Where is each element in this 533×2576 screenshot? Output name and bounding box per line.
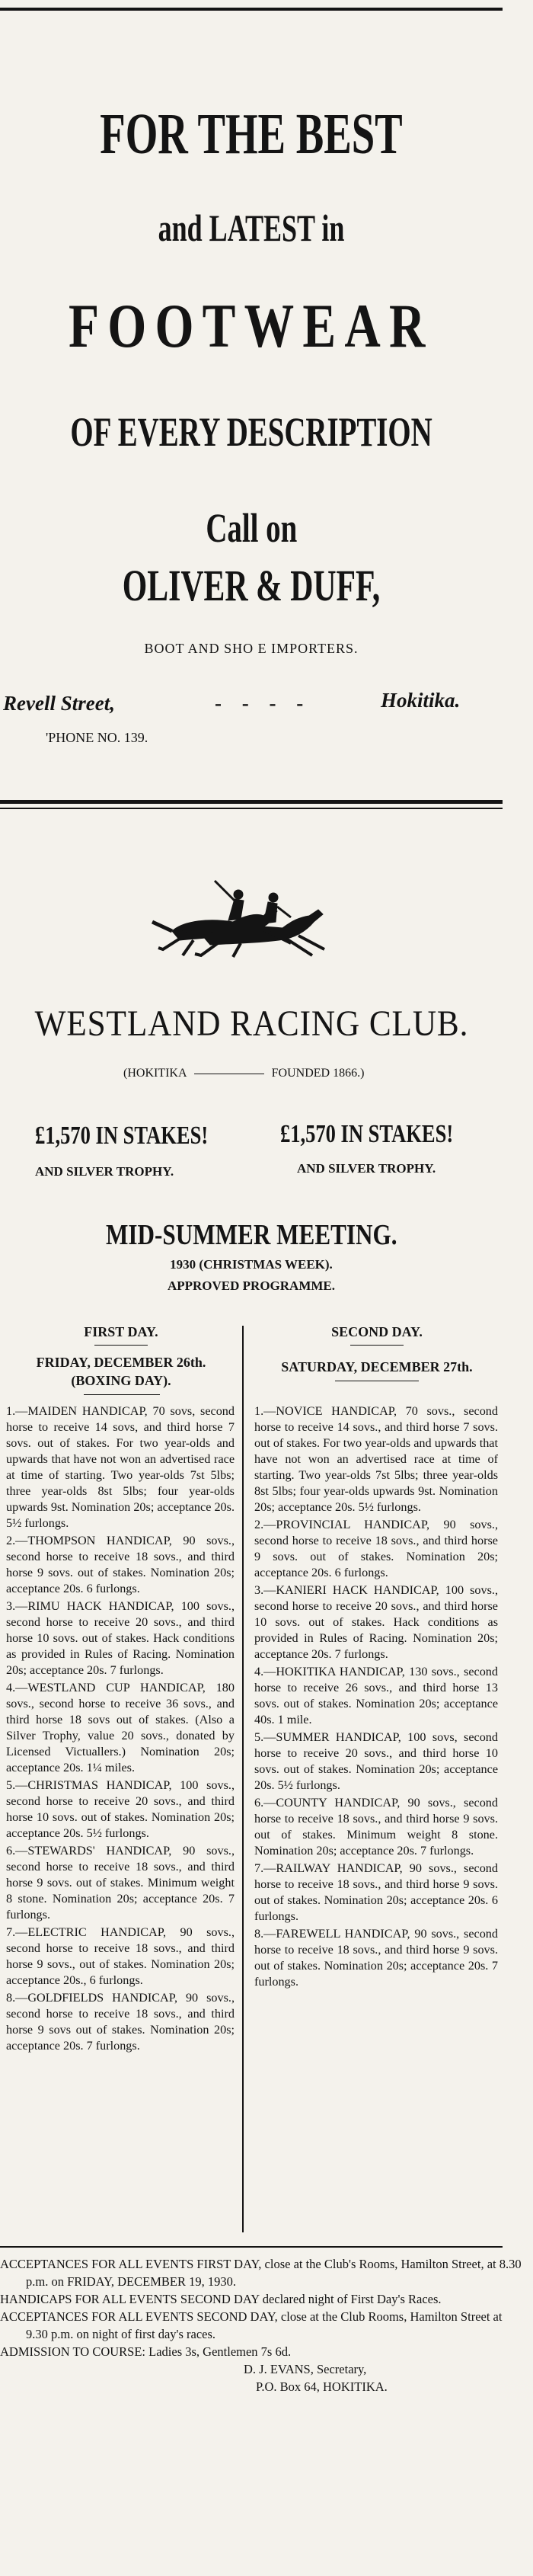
day1-title-rule (94, 1345, 148, 1346)
day2-race-6: 6.—COUNTY HANDICAP, 90 sovs., second horse to receive 18 sovs., and third horse 9 sovs. out of stakes. Minimum weight 8 stone. Nomination 20s; acceptance 20s. 7 furlongs. (254, 1796, 498, 1858)
day1-race-5: 5.—CHRISTMAS HANDICAP, 100 sovs., second horse to receive 20 sovs., and third horse 10 sovs. out of stakes. Nomination 20s; acceptance 20s. 5½ furlongs. (6, 1778, 235, 1840)
ad-street: Revell Street, (3, 692, 115, 715)
club-name (0, 1004, 503, 1044)
club-subtitle-left: (HOKITIKA (123, 1067, 187, 1080)
ad-line-importers-wrap (0, 640, 503, 657)
day1-races (6, 1403, 235, 2056)
stakes-left: £1,570 IN STAKES! (35, 1122, 209, 1150)
ad-line-callon: Call on (206, 505, 297, 551)
ad-line-latest: and LATEST in (158, 206, 345, 249)
day2-race-4: 4.—HOKITIKA HANDICAP, 130 sovs., second horse to receive 26 sovs., and third horse 13 sovs. out of stakes. Nomination 20s; acceptance 40s. 1 mile. (254, 1665, 498, 1726)
top-rule (0, 8, 503, 11)
silver-right: AND SILVER TROPHY. (297, 1161, 436, 1176)
notice-admission: ADMISSION TO COURSE: Ladies 3s, Gentlemen 7s 6d. (0, 2344, 292, 2359)
ad-line-latest-wrap (0, 207, 503, 248)
day1-race-4: 4.—WESTLAND CUP HANDICAP, 180 sovs., second horse to receive 36 sovs., and third horse 18 sovs out of stakes. (Also a Silver Trophy, value 20 sovs., donated by Licensed Victuallers.) Nomination 20s; acceptance 20s. 1¼ miles. (6, 1681, 235, 1774)
ad-phone: 'PHONE NO. 139. (46, 730, 148, 745)
ad-line-description: OF EVERY DESCRIPTION (70, 409, 432, 455)
day2-race-7: 7.—RAILWAY HANDICAP, 90 sovs., second horse to receive 18 sovs., and third horse 9 sovs. out of stakes. Nomination 20s; acceptance 20s. 6 furlongs. (254, 1861, 498, 1923)
meeting-title-text: MID-SUMMER MEETING. (105, 1219, 397, 1251)
notice-acceptances-first: ACCEPTANCES FOR ALL EVENTS FIRST DAY, close at the Club's Rooms, Hamilton Street, at 8.30 p.m. on FRIDAY, DECEMBER 19, 1930. (0, 2257, 522, 2289)
day2-races (254, 1403, 498, 1992)
day2-title-rule (350, 1345, 404, 1346)
ad-headline (0, 104, 503, 165)
ad-line-footwear: FOOTWEAR (69, 291, 434, 360)
meeting-week: 1930 (CHRISTMAS WEEK). (170, 1257, 333, 1272)
stakes-right: £1,570 IN STAKES! (280, 1120, 454, 1148)
notice-acceptances-second: ACCEPTANCES FOR ALL EVENTS SECOND DAY, close at the Club Rooms, Hamilton Street at 9.30 p.m. on night of first day's races. (0, 2309, 503, 2341)
section-rule-thick (0, 800, 503, 804)
column-divider (242, 1326, 244, 2232)
footer-rule (0, 2246, 503, 2248)
day2-race-5: 5.—SUMMER HANDICAP, 100 sovs, second horse to receive 20 sovs., and third horse 10 sovs. out of stakes. Nomination 20s; acceptance 20s. 5½ furlongs. (254, 1730, 498, 1792)
ad-line-importers: BOOT AND SHO E IMPORTERS. (144, 641, 359, 656)
day2-race-2: 2.—PROVINCIAL HANDICAP, 90 sovs., second horse to receive 18 sovs., and third horse 9 sovs. out of stakes. Nomination 20s; acceptance 20s. 6 furlongs. (254, 1518, 498, 1579)
club-subtitle (123, 1067, 364, 1080)
racehorse-illustration (149, 876, 332, 960)
day1-race-6: 6.—STEWARDS' HANDICAP, 90 sovs., second horse to receive 18 sovs., and third horse 9 sovs. out of stakes. Minimum weight 8 stone. Nomination 20s; acceptance 20s. 7 furlongs. (6, 1844, 235, 1922)
ad-town: Hokitika. (381, 689, 461, 712)
day1-race-2: 2.—THOMPSON HANDICAP, 90 sovs., second horse to receive 18 sovs., and third horse 9 sovs. out of stakes. Nomination 20s; acceptance 20s. 6 furlongs. (6, 1534, 235, 1595)
day1-title: FIRST DAY. (84, 1324, 158, 1339)
footer-notices (0, 2255, 525, 2395)
day1-race-7: 7.—ELECTRIC HANDICAP, 90 sovs., second horse to receive 18 sovs., and third horse 9 sovs., out of stakes. Nomination 20s; acceptance 20s., 6 furlongs. (6, 1925, 235, 1987)
ad-dots: - - - - (215, 692, 311, 715)
day1-race-8: 8.—GOLDFIELDS HANDICAP, 90 sovs., second horse to receive 18 sovs., and third horse 9 sovs out of stakes. Nomination 20s; acceptance 20s. 7 furlongs. (6, 1991, 235, 2053)
day1-race-3: 3.—RIMU HACK HANDICAP, 100 sovs., second horse to receive 20 sovs., and third horse 10 sovs. out of stakes. Hack conditions as provided in Rules of Racing. Nomination 20s; acceptance 20s. 7 furlongs. (6, 1599, 235, 1677)
day2-race-8: 8.—FAREWELL HANDICAP, 90 sovs., second horse to receive 18 sovs., and third horse 9 sovs. out of stakes. Nomination 20s; acceptance 20s. 7 furlongs. (254, 1927, 498, 1989)
club-name-text: WESTLAND RACING CLUB. (34, 1003, 468, 1044)
notice-handicaps-second: HANDICAPS FOR ALL EVENTS SECOND DAY declared night of First Day's Races. (0, 2292, 442, 2306)
day1-date: FRIDAY, DECEMBER 26th. (36, 1355, 206, 1370)
day1-rule (84, 1394, 160, 1395)
ad-line-best: FOR THE BEST (100, 102, 403, 166)
day2-date: SATURDAY, DECEMBER 27th. (281, 1359, 473, 1374)
ad-line-description-wrap (0, 410, 503, 454)
day1-sub: (BOXING DAY). (71, 1373, 171, 1388)
ad-line-firm: OLIVER & DUFF, (122, 561, 381, 610)
club-subtitle-right: FOUNDED 1866.) (271, 1067, 365, 1080)
ad-line-footwear-wrap (0, 293, 503, 360)
meeting-title (0, 1219, 503, 1251)
signature-address: P.O. Box 64, HOKITIKA. (256, 2379, 388, 2394)
ad-line-firm-wrap (0, 562, 503, 610)
day2-race-1: 1.—NOVICE HANDICAP, 70 sovs., second horse to receive 14 sovs., and third horse 7 sovs. out of stakes. For two year-olds and upwards that have not won an advertised race at time of starting. Two year-olds 7st 5lbs; three year-olds 8st 5lbs; four year-olds upwards 9st. Nomination 20s; acceptance 20s. 5½ furlongs. (254, 1404, 498, 1514)
day2-title: SECOND DAY. (331, 1324, 423, 1339)
meeting-programme: APPROVED PROGRAMME. (167, 1278, 336, 1293)
ad-line-callon-wrap (0, 506, 503, 550)
section-rule-thin (0, 808, 503, 809)
silver-left: AND SILVER TROPHY. (35, 1164, 174, 1179)
day2-race-3: 3.—KANIERI HACK HANDICAP, 100 sovs., second horse to receive 20 sovs., and third horse 10 sovs. out of stakes. Hack conditions as provided in Rules of Racing. Nomination 20s; acceptance 20s. 7 furlongs. (254, 1583, 498, 1661)
signature-secretary: D. J. EVANS, Secretary, (244, 2362, 367, 2376)
day1-race-1: 1.—MAIDEN HANDICAP, 70 sovs, second horse to receive 14 sovs, and third horse 7 sovs. out of stakes. For two year-olds and upwards that have not won an advertised race at time of starting. Two year-olds 7st 5lbs; three year-olds 8st 5lbs; four year-olds upwards 9st. Nomination 20s; acceptance 20s. 5½ furlongs. (6, 1404, 235, 1530)
